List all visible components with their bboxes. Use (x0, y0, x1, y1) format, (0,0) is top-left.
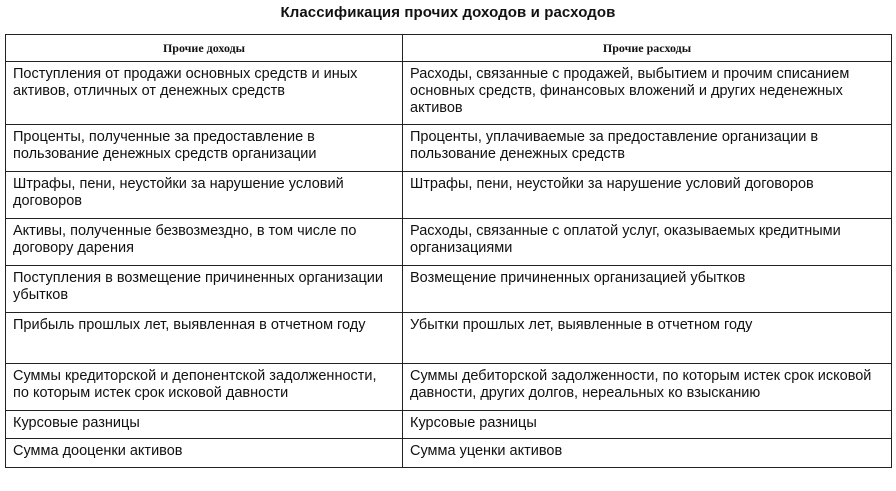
income-cell: Поступления от продажи основных средств и иных активов, отличных от денежных средств (6, 62, 403, 125)
classification-table (5, 34, 892, 468)
expense-cell: Проценты, уплачиваемые за предоставление организации в пользование денежных средств (403, 125, 892, 172)
income-cell: Прибыль прошлых лет, выявленная в отчетном году (6, 313, 403, 364)
income-cell: Поступления в возмещение причиненных организации убытков (6, 266, 403, 313)
table-row (6, 411, 892, 439)
expense-cell: Убытки прошлых лет, выявленные в отчетном году (403, 313, 892, 364)
table-row (6, 313, 892, 364)
expense-cell: Курсовые разницы (403, 411, 892, 439)
income-cell: Активы, полученные безвозмездно, в том числе по договору дарения (6, 219, 403, 266)
table-row (6, 439, 892, 468)
column-header-expense: Прочие расходы (403, 35, 892, 62)
income-cell: Сумма дооценки активов (6, 439, 403, 468)
expense-cell: Возмещение причиненных организацией убытков (403, 266, 892, 313)
income-cell: Суммы кредиторской и депонентской задолженности, по которым истек срок исковой давности (6, 364, 403, 411)
income-cell: Проценты, полученные за предоставление в пользование денежных средств организации (6, 125, 403, 172)
column-header-income: Прочие доходы (6, 35, 403, 62)
table-row (6, 125, 892, 172)
table-row (6, 266, 892, 313)
income-cell: Штрафы, пени, неустойки за нарушение условий договоров (6, 172, 403, 219)
table-row (6, 62, 892, 125)
expense-cell: Расходы, связанные с оплатой услуг, оказываемых кредитными организациями (403, 219, 892, 266)
income-cell: Курсовые разницы (6, 411, 403, 439)
document-title: Классификация прочих доходов и расходов (280, 4, 616, 21)
table-row (6, 364, 892, 411)
expense-cell: Штрафы, пени, неустойки за нарушение условий договоров (403, 172, 892, 219)
table-row (6, 219, 892, 266)
table-row (6, 172, 892, 219)
expense-cell: Сумма уценки активов (403, 439, 892, 468)
expense-cell: Расходы, связанные с продажей, выбытием и прочим списанием основных средств, финансовых вложений и других неденежных активов (403, 62, 892, 125)
table-header-row (6, 35, 892, 62)
expense-cell: Суммы дебиторской задолженности, по которым истек срок исковой давности, других долгов, нереальных ко взысканию (403, 364, 892, 411)
